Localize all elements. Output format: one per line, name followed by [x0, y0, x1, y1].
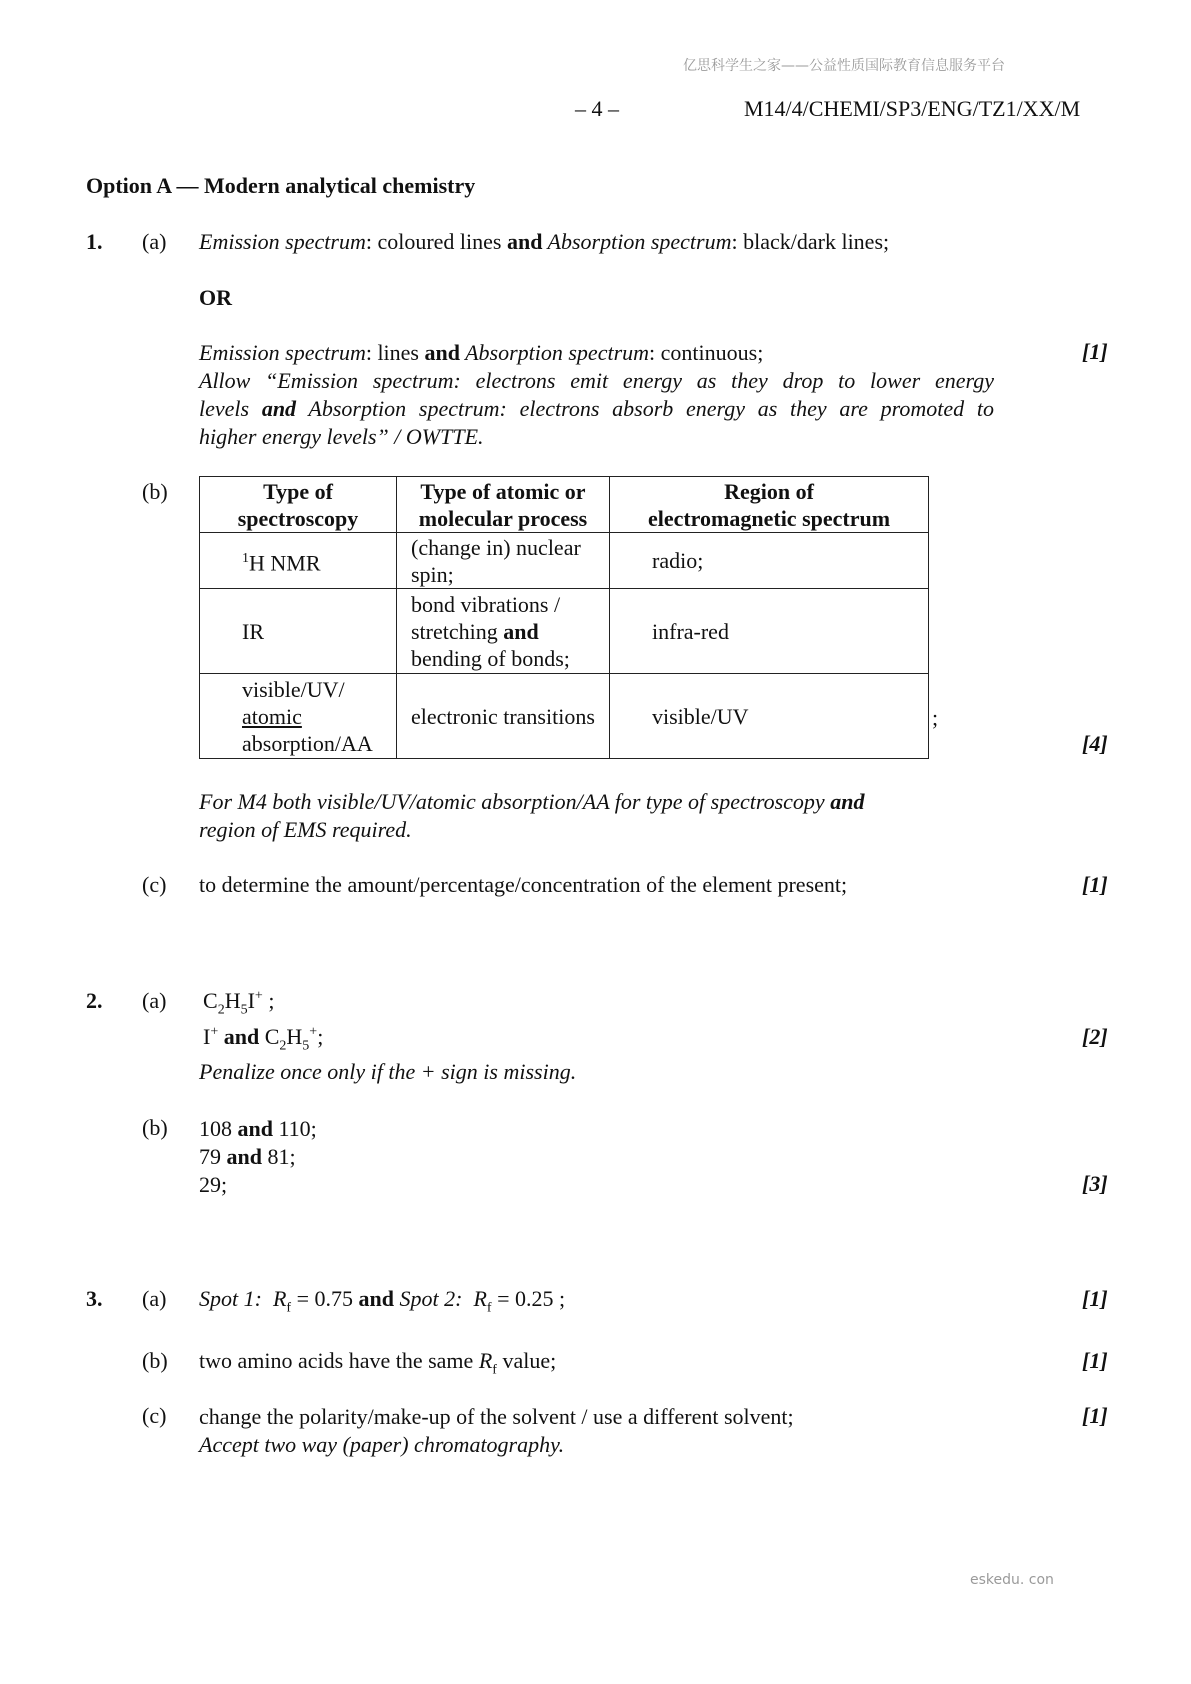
q2a-note: Penalize once only if the + sign is missing.	[199, 1059, 577, 1084]
text-run: 5	[302, 1038, 310, 1054]
q3b-mark: [1]	[1082, 1348, 1108, 1373]
text-run: and	[503, 618, 539, 644]
header-cell	[610, 477, 929, 533]
q1a-mark: [1]	[1082, 339, 1108, 364]
table-cell	[397, 589, 610, 674]
spectroscopy-table	[199, 476, 929, 759]
text-run: and	[424, 340, 460, 365]
q2a-answer-2	[203, 1024, 323, 1054]
text-run: Type of	[263, 478, 333, 504]
q2a-answer-1	[203, 988, 274, 1018]
q2b-answer-3: 29;	[199, 1172, 228, 1197]
table-row	[200, 589, 929, 674]
q1a-allow-line-3: higher energy levels” / OWTTE.	[199, 424, 484, 449]
text-run: bond vibrations /	[411, 591, 561, 617]
text-run: and	[237, 1116, 273, 1141]
table-cell: IR	[200, 589, 397, 674]
text-run: molecular process	[418, 505, 588, 531]
watermark-bottom: eskedu. con	[970, 1572, 1054, 1588]
text-run: absorption/AA	[242, 730, 373, 756]
text-run: f	[286, 1300, 292, 1316]
text-run: Absorption spectrum	[459, 340, 650, 365]
text-run: 81;	[261, 1144, 296, 1169]
q1a-label: (a)	[142, 229, 167, 254]
watermark-top: 亿思科学生之家——公益性质国际教育信息服务平台	[683, 58, 1005, 74]
text-run: and	[218, 1024, 265, 1049]
table-row	[200, 674, 929, 759]
text-run: +	[210, 1024, 219, 1040]
table-cell: visible/UV	[610, 674, 929, 759]
text-run: (change in) nuclear	[411, 534, 581, 560]
q3c-mark: [1]	[1082, 1403, 1108, 1428]
text-run: Spot 2:	[393, 1286, 463, 1311]
text-run: stretching	[411, 618, 504, 644]
q3b-answer	[199, 1348, 556, 1378]
text-run: H NMR	[249, 550, 321, 576]
text-run: : coloured lines	[365, 229, 507, 254]
table-cell	[397, 533, 610, 589]
q1a-allow-line-1: Allow “Emission spectrum: electrons emit energy as they drop to lower energy	[199, 368, 994, 393]
header-cell	[397, 477, 610, 533]
text-run: : lines	[365, 340, 425, 365]
or-separator: OR	[199, 285, 232, 310]
text-run: I	[203, 1024, 211, 1049]
text-run: f	[492, 1362, 497, 1378]
text-run: R	[473, 1286, 487, 1311]
q1b-mark: [4]	[1082, 731, 1108, 756]
question-number-3: 3.	[86, 1286, 103, 1311]
q3a-answer	[199, 1286, 565, 1316]
text-run: and	[261, 396, 297, 421]
q3c-label: (c)	[142, 1403, 167, 1428]
text-run: spectroscopy	[237, 505, 359, 531]
table-cell	[200, 533, 397, 589]
text-run: electromagnetic spectrum	[647, 505, 891, 531]
q2a-mark: [2]	[1082, 1024, 1108, 1049]
text-run: 108	[199, 1116, 238, 1141]
q3a-mark: [1]	[1082, 1286, 1108, 1311]
q2b-answer-1	[199, 1115, 317, 1143]
text-run: Absorption spectrum: electrons absorb energy as they are promoted to	[296, 396, 994, 421]
text-run: C	[203, 988, 218, 1013]
paper-code: M14/4/CHEMI/SP3/ENG/TZ1/XX/M	[744, 96, 1081, 121]
text-run: Type of atomic or	[420, 478, 586, 504]
text-run: and	[506, 229, 543, 254]
text-run: 2	[279, 1038, 287, 1054]
text-run: H	[286, 1024, 303, 1049]
question-number-2: 2.	[86, 988, 103, 1013]
table-header-row	[200, 477, 929, 533]
text-run: two amino acids have the same	[199, 1348, 479, 1373]
text-run: levels	[199, 396, 262, 421]
text-run: : continuous;	[649, 340, 764, 365]
text-run: spin;	[411, 561, 454, 587]
text-run: atomic	[242, 703, 302, 729]
question-number-1: 1.	[86, 229, 103, 254]
q1b-note-line-1	[199, 788, 864, 816]
text-run: 2	[217, 1002, 225, 1018]
text-run: +	[309, 1024, 318, 1040]
q1c-answer: to determine the amount/percentage/concentration of the element present;	[199, 872, 848, 897]
text-run: I	[247, 988, 255, 1013]
text-run: 1	[242, 550, 249, 566]
q1b-note-line-2: region of EMS required.	[199, 817, 412, 842]
text-run: H	[224, 988, 241, 1013]
text-run: bending of bonds;	[411, 645, 570, 671]
q1a-answer-2	[199, 339, 763, 367]
text-run: and	[830, 789, 865, 814]
text-run: C	[264, 1024, 280, 1049]
q1b-label: (b)	[142, 479, 168, 504]
page-number: – 4 –	[575, 96, 619, 121]
table-cell: infra-red	[610, 589, 929, 674]
q2b-mark: [3]	[1082, 1171, 1108, 1196]
text-run: Emission spectrum	[199, 340, 366, 365]
text-run: ;	[317, 1024, 324, 1049]
q1c-mark: [1]	[1082, 872, 1108, 897]
text-run: Spot 1:	[199, 1286, 262, 1311]
q3c-note: Accept two way (paper) chromatography.	[199, 1432, 565, 1457]
text-run: R	[478, 1348, 493, 1373]
text-run: visible/UV/	[242, 676, 345, 702]
text-run: 79	[199, 1144, 227, 1169]
q1a-allow-line-2	[199, 395, 994, 423]
q3c-answer: change the polarity/make-up of the solvent / use a different solvent;	[199, 1404, 794, 1429]
text-run: For M4 both visible/UV/atomic absorption/AA for type of spectroscopy	[199, 789, 831, 814]
q1c-label: (c)	[142, 872, 167, 897]
text-run: ;	[262, 988, 275, 1013]
text-run: f	[486, 1300, 492, 1316]
text-run: 110;	[272, 1116, 317, 1141]
q3b-label: (b)	[142, 1348, 168, 1373]
text-run: value;	[496, 1348, 557, 1373]
table-cell: electronic transitions	[397, 674, 610, 759]
table-cell	[200, 674, 397, 759]
q3a-label: (a)	[142, 1286, 167, 1311]
text-run: Region of	[724, 478, 814, 504]
table-semicolon: ;	[932, 705, 939, 730]
q2b-answer-2	[199, 1143, 296, 1171]
text-run: and	[358, 1286, 394, 1311]
q1a-answer-1	[199, 229, 889, 255]
text-run: 5	[240, 1002, 248, 1018]
text-run: = 0.25 ;	[491, 1286, 566, 1311]
text-run: Absorption spectrum	[542, 229, 732, 254]
section-title: Option A — Modern analytical chemistry	[86, 173, 476, 198]
q2a-label: (a)	[142, 988, 167, 1013]
text-run: and	[226, 1144, 262, 1169]
text-run: = 0.75	[291, 1286, 359, 1311]
q2b-label: (b)	[142, 1115, 168, 1140]
text-run: R	[272, 1286, 287, 1311]
text-run: +	[254, 988, 263, 1004]
table-cell: radio;	[610, 533, 929, 589]
table-row	[200, 533, 929, 589]
header-cell	[200, 477, 397, 533]
text-run: : black/dark lines;	[731, 229, 890, 254]
text-run: Emission spectrum	[199, 229, 366, 254]
